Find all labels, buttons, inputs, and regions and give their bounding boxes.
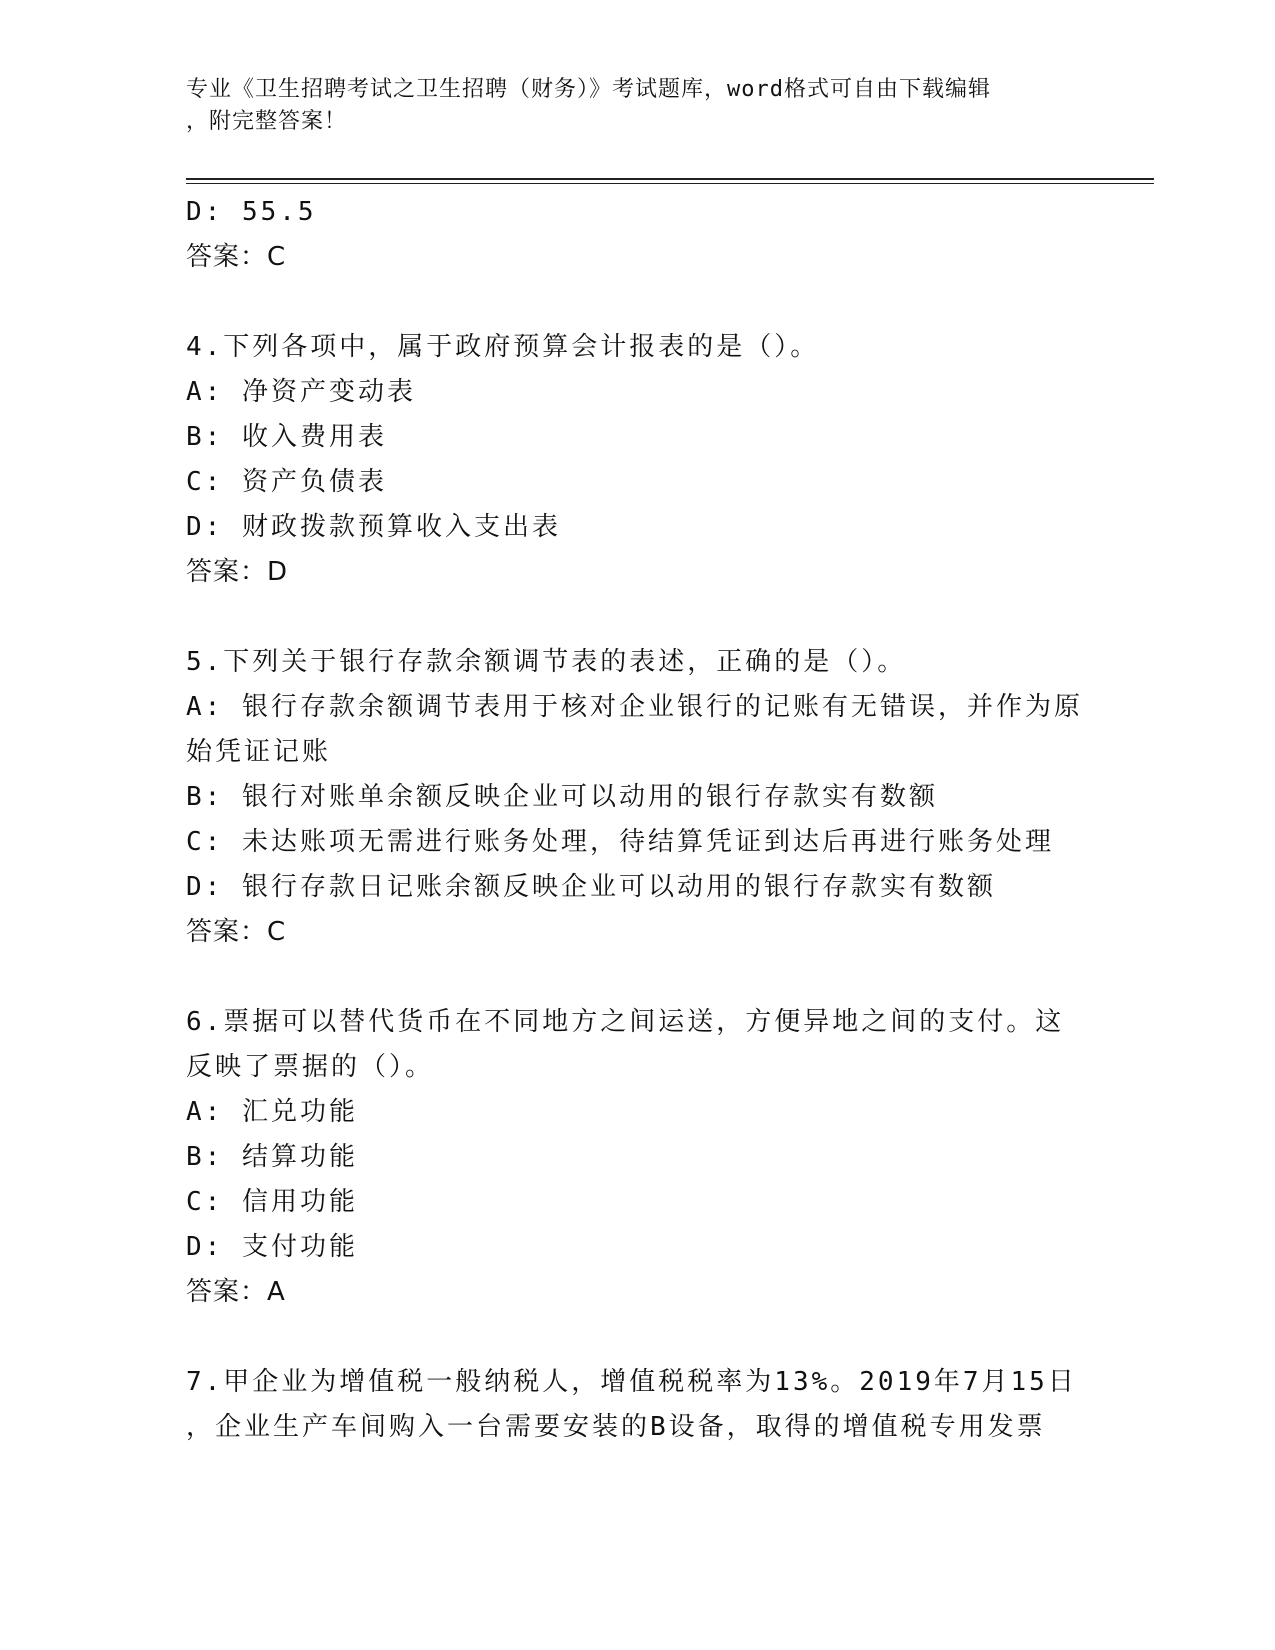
header-rule-thick [186,178,1154,180]
question-stem: 5.下列关于银行存款余额调节表的表述，正确的是（）。 [186,647,907,677]
answer: 答案：D [186,557,289,587]
option-c: C: 信用功能 [186,1187,358,1217]
spacer [186,955,1086,1000]
question-6 [186,1000,1086,1315]
answer: 答案：C [186,917,287,947]
spacer [186,595,1086,640]
option-a-line-2: 始凭证记账 [186,737,332,767]
question-stem-line-2: 反映了票据的（）。 [186,1052,435,1082]
question-stem: 4.下列各项中，属于政府预算会计报表的是（）。 [186,332,820,362]
option-d: D: 银行存款日记账余额反映企业可以动用的银行存款实有数额 [186,872,996,902]
option-b: B: 结算功能 [186,1142,358,1172]
question-5 [186,640,1086,955]
spacer [186,1315,1086,1360]
answer: 答案：C [186,242,287,272]
question-3-tail [186,190,1086,280]
question-stem-line-1: 7.甲企业为增值税一般纳税人，增值税税率为13%。2019年7月15日 [186,1367,1077,1397]
option-d: D: 财政拨款预算收入支出表 [186,512,561,542]
header-rule-thin [186,183,1154,184]
header-line-2: ，附完整答案！ [186,109,348,134]
option-a: A: 净资产变动表 [186,377,416,407]
option-c: C: 资产负债表 [186,467,387,497]
spacer [186,280,1086,325]
option-a-line-1: A: 银行存款余额调节表用于核对企业银行的记账有无错误，并作为原 [186,692,1083,722]
question-4 [186,325,1086,595]
page-header [186,74,1086,138]
option-d: D: 55.5 [186,197,317,227]
option-d: D: 支付功能 [186,1232,358,1262]
question-list [186,190,1086,1450]
option-b: B: 收入费用表 [186,422,387,452]
option-c: C: 未达账项无需进行账务处理，待结算凭证到达后再进行账务处理 [186,827,1054,857]
question-stem-line-1: 6.票据可以替代货币在不同地方之间运送，方便异地之间的支付。这 [186,1007,1065,1037]
header-line-1: 专业《卫生招聘考试之卫生招聘（财务）》考试题库，word格式可自由下载编辑 [186,77,991,102]
question-stem-line-2: ，企业生产车间购入一台需要安装的B设备，取得的增值税专用发票 [186,1412,1046,1442]
option-b: B: 银行对账单余额反映企业可以动用的银行存款实有数额 [186,782,938,812]
question-7 [186,1360,1086,1450]
answer: 答案：A [186,1277,286,1307]
option-a: A: 汇兑功能 [186,1097,358,1127]
